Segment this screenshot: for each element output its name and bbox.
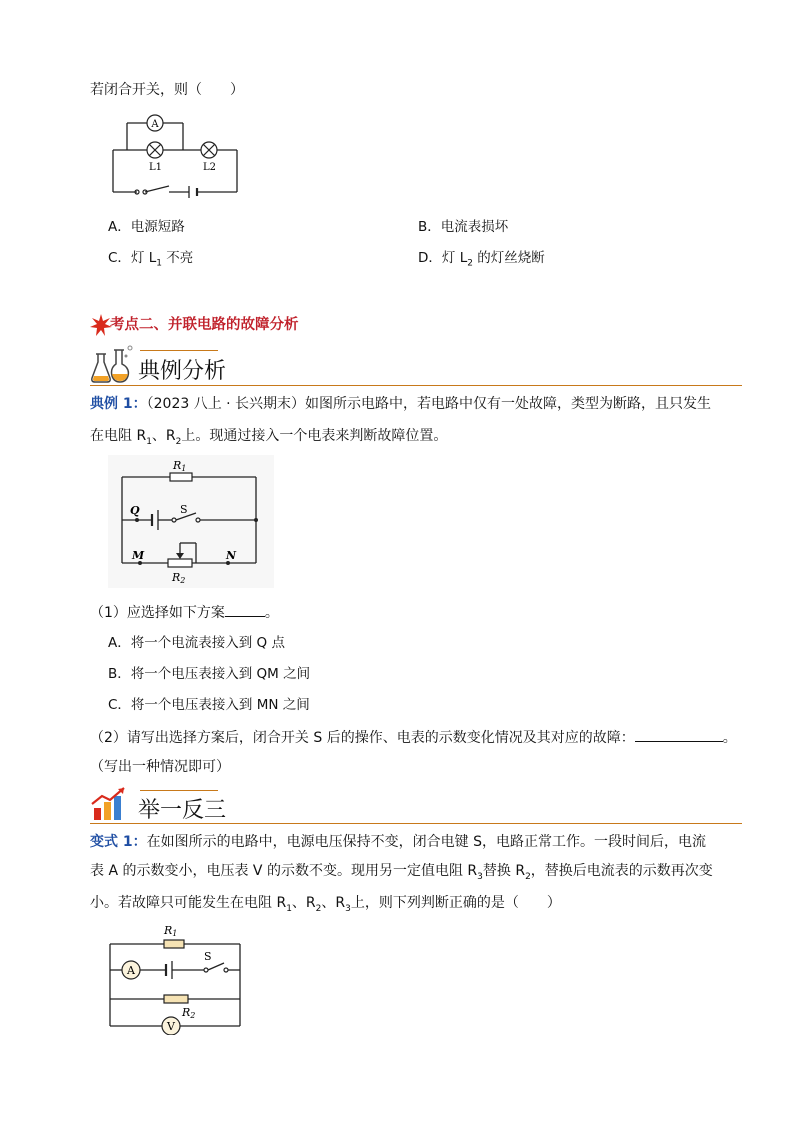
resistor-r1 xyxy=(170,473,192,481)
point-title: 考点二、并联电路的故障分析 xyxy=(110,317,299,333)
r1-label: R1 xyxy=(164,924,178,938)
question-text: （1）应选择如下方案 xyxy=(90,605,225,621)
variant-text: 、R xyxy=(291,895,316,911)
option-c[interactable] xyxy=(108,248,193,274)
option-letter: D． xyxy=(418,250,442,266)
plan-option-a[interactable]: A．将一个电流表接入到 Q 点 xyxy=(108,635,285,651)
lamp-l2-symbol xyxy=(201,142,217,158)
switch-s-label: S xyxy=(180,503,188,516)
n-label: N xyxy=(226,549,237,562)
lamp-l1-label: L1 xyxy=(149,162,163,173)
lamp-l1-symbol xyxy=(147,142,163,158)
option-letter: A． xyxy=(108,219,131,235)
option-letter: C． xyxy=(108,250,131,266)
m-label: M xyxy=(132,549,145,562)
series-circuit-diagram xyxy=(105,108,245,200)
switch-s-label: S xyxy=(204,950,212,963)
subscript: 2 xyxy=(175,436,182,447)
bar-chart-icon xyxy=(90,786,130,822)
section-title-practice: 举一反三 xyxy=(138,798,227,823)
option-b[interactable] xyxy=(418,217,508,237)
variant-text: 表 A 的示数变小，电压表 V 的示数不变。现用另一定值电阻 R xyxy=(90,863,478,879)
variant-line-1 xyxy=(90,832,706,852)
variant-text: 小。若故障只可能发生在电阻 R xyxy=(90,895,287,911)
plan-option-b[interactable]: B．将一个电压表接入到 QM 之间 xyxy=(108,666,311,682)
example-line-1 xyxy=(90,394,711,414)
subscript: 1 xyxy=(146,436,152,447)
option-text: 电源短路 xyxy=(130,219,185,235)
subscript: 2 xyxy=(315,903,322,914)
question-stem: 若闭合开关，则（ ） xyxy=(90,82,244,98)
example-text: 、R xyxy=(151,428,176,444)
subscript: 3 xyxy=(477,871,483,882)
question-note: （写出一种情况即可） xyxy=(90,759,230,775)
resistor-r2 xyxy=(164,995,188,1003)
ammeter-label: A xyxy=(127,964,135,977)
subscript: 1 xyxy=(286,903,292,914)
r2-label: R2 xyxy=(172,571,186,585)
resistor-r2 xyxy=(168,559,192,567)
option-text: 灯 L xyxy=(130,250,157,266)
red-star-icon xyxy=(90,314,112,336)
subscript: 2 xyxy=(525,871,531,882)
option-text-tail: 不亮 xyxy=(161,250,194,266)
voltmeter-label: V xyxy=(167,1020,175,1033)
variant-circuit-diagram xyxy=(100,920,250,1035)
example-text: （2023 八上 · 长兴期末）如图所示电路中，若电路中仅有一处故障，类型为断路，且只发生 xyxy=(146,396,712,412)
resistor-r1 xyxy=(164,940,184,948)
answer-blank-2[interactable] xyxy=(635,727,723,742)
example-label: 典例 1： xyxy=(90,396,147,412)
variant-text: 、R xyxy=(321,895,346,911)
plan-option-c[interactable]: C．将一个电压表接入到 MN 之间 xyxy=(108,697,310,713)
question-text: 。 xyxy=(264,605,279,621)
example-text: 上。现通过接入一个电表来判断故障位置。 xyxy=(181,428,448,444)
example-text: 在电阻 R xyxy=(90,428,147,444)
variant-text: 替换 R xyxy=(482,863,526,879)
subscript: 1 xyxy=(156,258,162,269)
q-label: Q xyxy=(130,504,140,517)
option-text-tail: 的灯丝烧断 xyxy=(472,250,545,266)
section-top-rule xyxy=(140,350,218,351)
r1-label: R1 xyxy=(173,459,187,473)
question-text: （2）请写出选择方案后，闭合开关 S 后的操作、电表的示数变化情况及其对应的故障： xyxy=(90,730,635,746)
question-text: 。 xyxy=(722,730,737,746)
section-divider xyxy=(90,823,742,824)
section-top-rule xyxy=(140,790,218,791)
option-d[interactable] xyxy=(418,248,545,274)
variant-label: 变式 1： xyxy=(90,834,147,850)
variant-text: 在如图所示的电路中，电源电压保持不变，闭合电键 S，电路正常工作。一段时间后，电流 xyxy=(146,834,706,850)
section-title-analysis: 典例分析 xyxy=(138,359,227,384)
answer-blank-1[interactable] xyxy=(225,602,265,617)
option-letter: B． xyxy=(418,219,441,235)
sub-question-1 xyxy=(90,602,279,623)
variant-text: ，替换后电流表的示数再次变 xyxy=(530,863,713,879)
flask-icon xyxy=(90,344,136,384)
variant-line-2 xyxy=(90,861,713,887)
option-a[interactable] xyxy=(108,217,185,237)
parallel-circuit-diagram xyxy=(108,455,274,588)
variant-line-3 xyxy=(90,893,561,919)
variant-text: 上，则下列判断正确的是（ ） xyxy=(350,895,561,911)
ammeter-label: A xyxy=(151,119,159,130)
subscript: 3 xyxy=(345,903,351,914)
option-text: 灯 L xyxy=(441,250,468,266)
subscript: 2 xyxy=(467,258,473,269)
option-text: 电流表损坏 xyxy=(440,219,509,235)
lamp-l2-label: L2 xyxy=(203,162,217,173)
section-divider xyxy=(90,385,742,386)
sub-question-2 xyxy=(90,727,737,748)
example-line-2 xyxy=(90,426,447,452)
r2-label: R2 xyxy=(182,1006,196,1020)
